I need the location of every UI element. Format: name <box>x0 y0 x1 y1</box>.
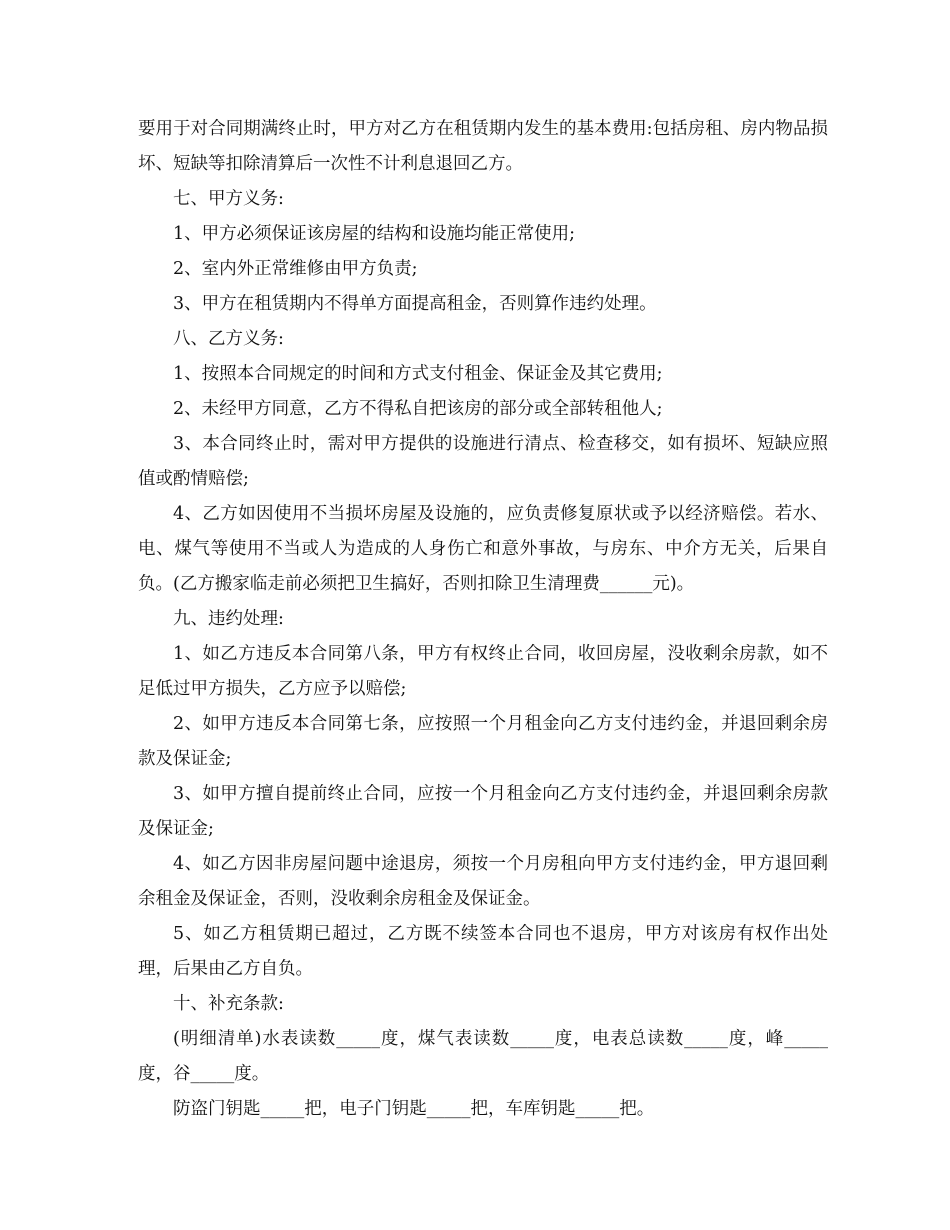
paragraph-a-obligation-1: 1、甲方必须保证该房屋的结构和设施均能正常使用; <box>173 224 576 244</box>
paragraph-b-obligation-2: 2、未经甲方同意，乙方不得私自把该房的部分或全部转租他人; <box>173 399 663 419</box>
paragraph-a-obligation-2: 2、室内外正常维修由甲方负责; <box>173 259 418 279</box>
paragraph-key-count: 防盗门钥匙_____把，电子门钥匙_____把，车库钥匙_____把。 <box>173 1099 655 1119</box>
document-body <box>138 112 828 1127</box>
paragraph-b-obligation-3: 3、本合同终止时，需对甲方提供的设施进行清点、检查移交，如有损坏、短缺应照值或酌情赔偿; <box>138 434 828 489</box>
heading-party-b-obligations: 八、乙方义务: <box>173 329 284 349</box>
paragraph-breach-2: 2、如甲方违反本合同第七条，应按照一个月租金向乙方支付违约金，并退回剩余房款及保证金; <box>138 714 828 769</box>
heading-party-a-obligations: 七、甲方义务: <box>173 189 284 209</box>
paragraph-meter-readings: (明细清单)水表读数_____度，煤气表读数_____度，电表总读数_____度，峰_____度，谷_____度。 <box>138 1029 828 1084</box>
paragraph-a-obligation-3: 3、甲方在租赁期内不得单方面提高租金，否则算作违约处理。 <box>173 294 657 314</box>
paragraph-breach-4: 4、如乙方因非房屋问题中途退房，须按一个月房租向甲方支付违约金，甲方退回剩余租金及保证金，否则，没收剩余房租金及保证金。 <box>138 854 828 909</box>
paragraph-breach-3: 3、如甲方擅自提前终止合同，应按一个月租金向乙方支付违约金，并退回剩余房款及保证金; <box>138 784 828 839</box>
heading-breach-handling: 九、违约处理: <box>173 609 284 629</box>
paragraph-b-obligation-4: 4、乙方如因使用不当损坏房屋及设施的，应负责修复原状或予以经济赔偿。若水、电、煤气等使用不当或人为造成的人身伤亡和意外事故，与房东、中介方无关，后果自负。(乙方搬家临走前必须把卫生搞好，否则扣除卫生清理费______元)。 <box>138 504 828 594</box>
paragraph-breach-1: 1、如乙方违反本合同第八条，甲方有权终止合同，收回房屋，没收剩余房款，如不足低过甲方损失，乙方应予以赔偿; <box>138 644 828 699</box>
heading-supplementary-terms: 十、补充条款: <box>173 994 284 1014</box>
paragraph-breach-5: 5、如乙方租赁期已超过，乙方既不续签本合同也不退房，甲方对该房有权作出处理，后果由乙方自负。 <box>138 924 828 979</box>
paragraph-refund-clause: 要用于对合同期满终止时，甲方对乙方在租赁期内发生的基本费用:包括房租、房内物品损坏、短缺等扣除清算后一次性不计利息退回乙方。 <box>138 119 828 174</box>
paragraph-b-obligation-1: 1、按照本合同规定的时间和方式支付租金、保证金及其它费用; <box>173 364 663 384</box>
